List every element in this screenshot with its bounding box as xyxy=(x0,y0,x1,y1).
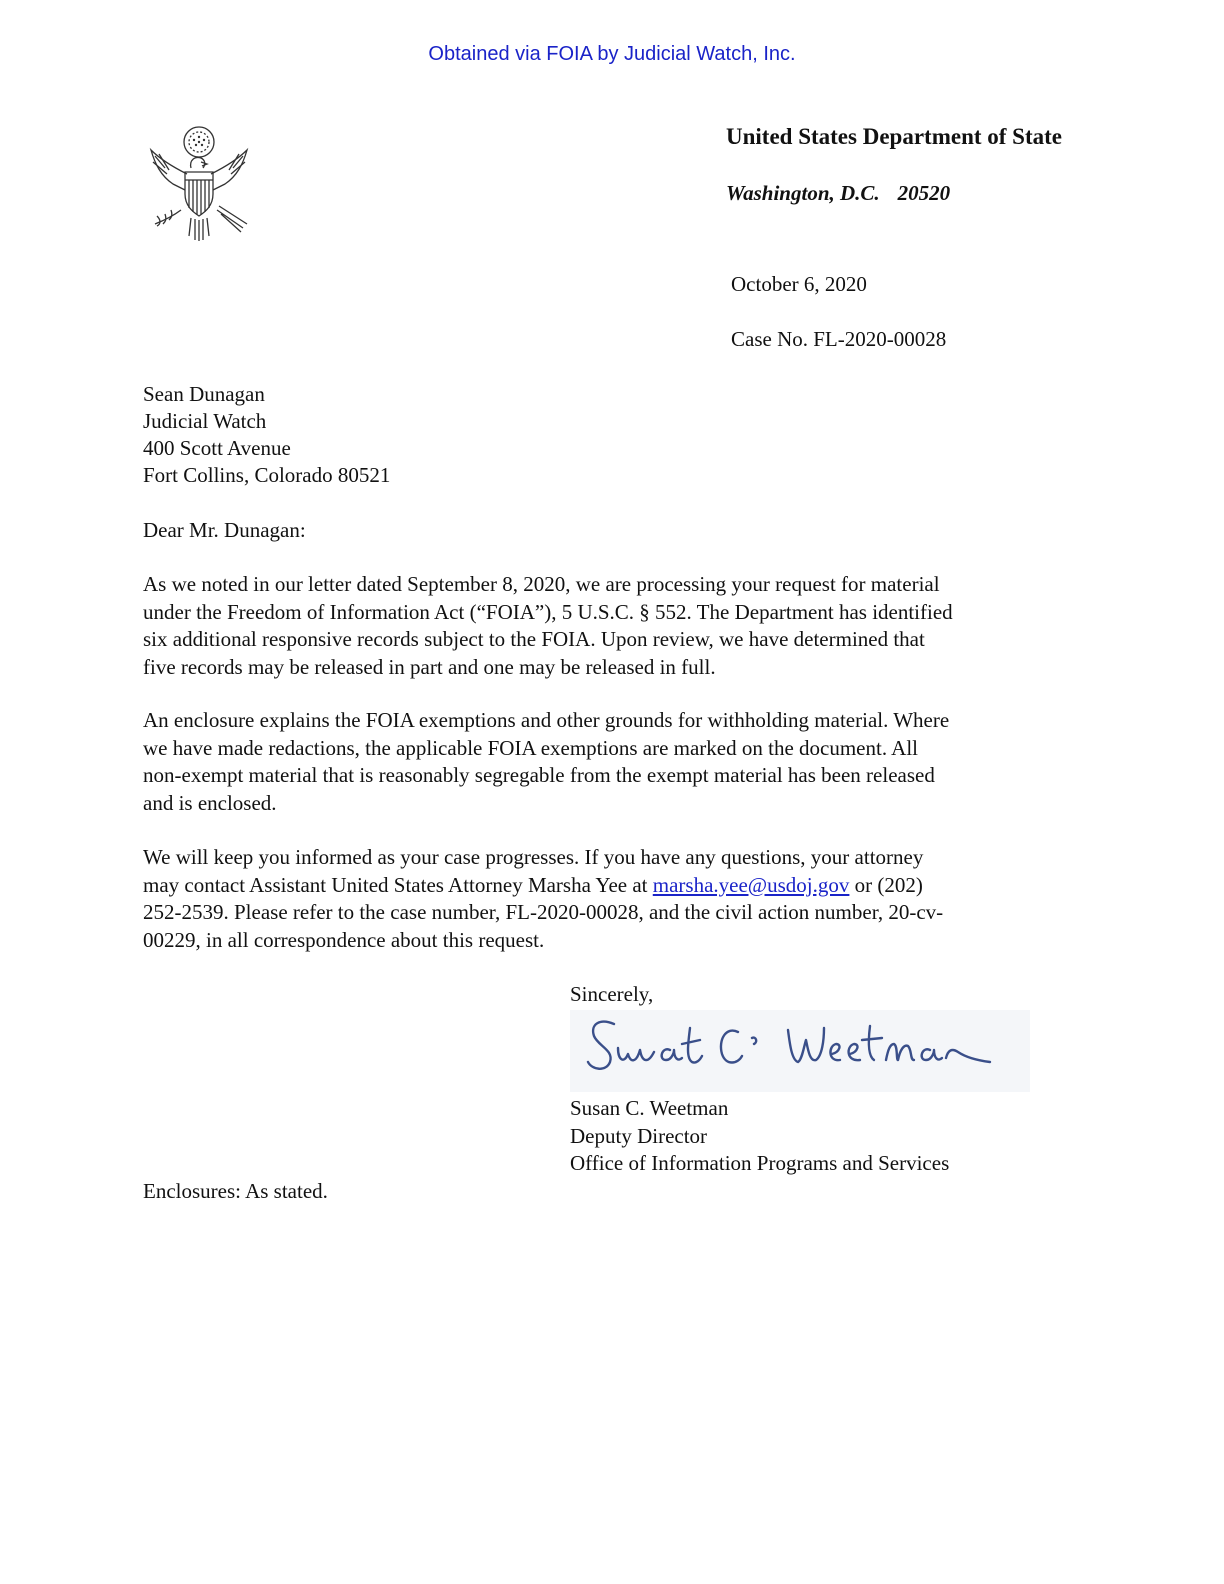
paragraph-line: we have made redactions, the applicable FOIA exemptions are marked on the document. All xyxy=(143,735,919,760)
paragraph-line: non-exempt material that is reasonably segregable from the exempt material has been released xyxy=(143,763,935,787)
body-paragraph-2 xyxy=(143,707,1083,817)
letter-date: October 6, 2020 xyxy=(731,272,867,296)
department-address xyxy=(726,181,950,206)
recipient-city-state-zip: Fort Collins, Colorado 80521 xyxy=(143,463,391,487)
closing: Sincerely, xyxy=(570,982,654,1006)
foia-watermark: Obtained via FOIA by Judicial Watch, Inc. xyxy=(428,43,796,65)
paragraph-line: and is enclosed. xyxy=(143,790,277,815)
paragraph-line: An enclosure explains the FOIA exemptions and other grounds for withholding material. Where xyxy=(143,708,950,732)
paragraph-line: 252-2539. Please refer to the case number, FL-2020-00028, and the civil action number, 20-cv- xyxy=(143,900,944,924)
paragraph-line: under the Freedom of Information Act (“FOIA”), 5 U.S.C. § 552. The Department has identified xyxy=(143,599,953,624)
great-seal-eagle-icon xyxy=(143,124,253,242)
signer-title: Deputy Director xyxy=(570,1124,708,1148)
paragraph-line: We will keep you informed as your case progresses. If you have any questions, your attorney xyxy=(143,845,924,869)
department-zip: 20520 xyxy=(897,181,951,205)
paragraph-line xyxy=(143,872,1083,900)
line-text: or (202) xyxy=(849,872,923,897)
case-number: Case No. FL-2020-00028 xyxy=(731,327,947,351)
paragraph-line: five records may be released in part and one may be released in full. xyxy=(143,654,716,679)
enclosures-note: Enclosures: As stated. xyxy=(143,1179,328,1203)
attorney-email-link[interactable]: marsha.yee@usdoj.gov xyxy=(652,872,850,897)
signer-name: Susan C. Weetman xyxy=(570,1096,729,1120)
body-paragraph-1 xyxy=(143,571,1083,681)
handwritten-signature xyxy=(570,1010,1030,1092)
paragraph-line: six additional responsive records subject to the FOIA. Upon review, we have determined that xyxy=(143,627,925,651)
salutation: Dear Mr. Dunagan: xyxy=(143,518,306,542)
recipient-organization: Judicial Watch xyxy=(143,409,267,433)
department-name: United States Department of State xyxy=(726,124,1062,149)
paragraph-line: 00229, in all correspondence about this request. xyxy=(143,927,545,952)
signer-office: Office of Information Programs and Services xyxy=(570,1151,950,1175)
paragraph-line: As we noted in our letter dated September 8, 2020, we are processing your request for material xyxy=(143,572,940,596)
recipient-street: 400 Scott Avenue xyxy=(143,436,291,460)
department-city: Washington, D.C. xyxy=(726,181,880,205)
body-paragraph-3 xyxy=(143,844,1083,954)
line-text: may contact Assistant United States Attorney Marsha Yee at xyxy=(143,872,653,897)
recipient-name: Sean Dunagan xyxy=(143,382,265,406)
